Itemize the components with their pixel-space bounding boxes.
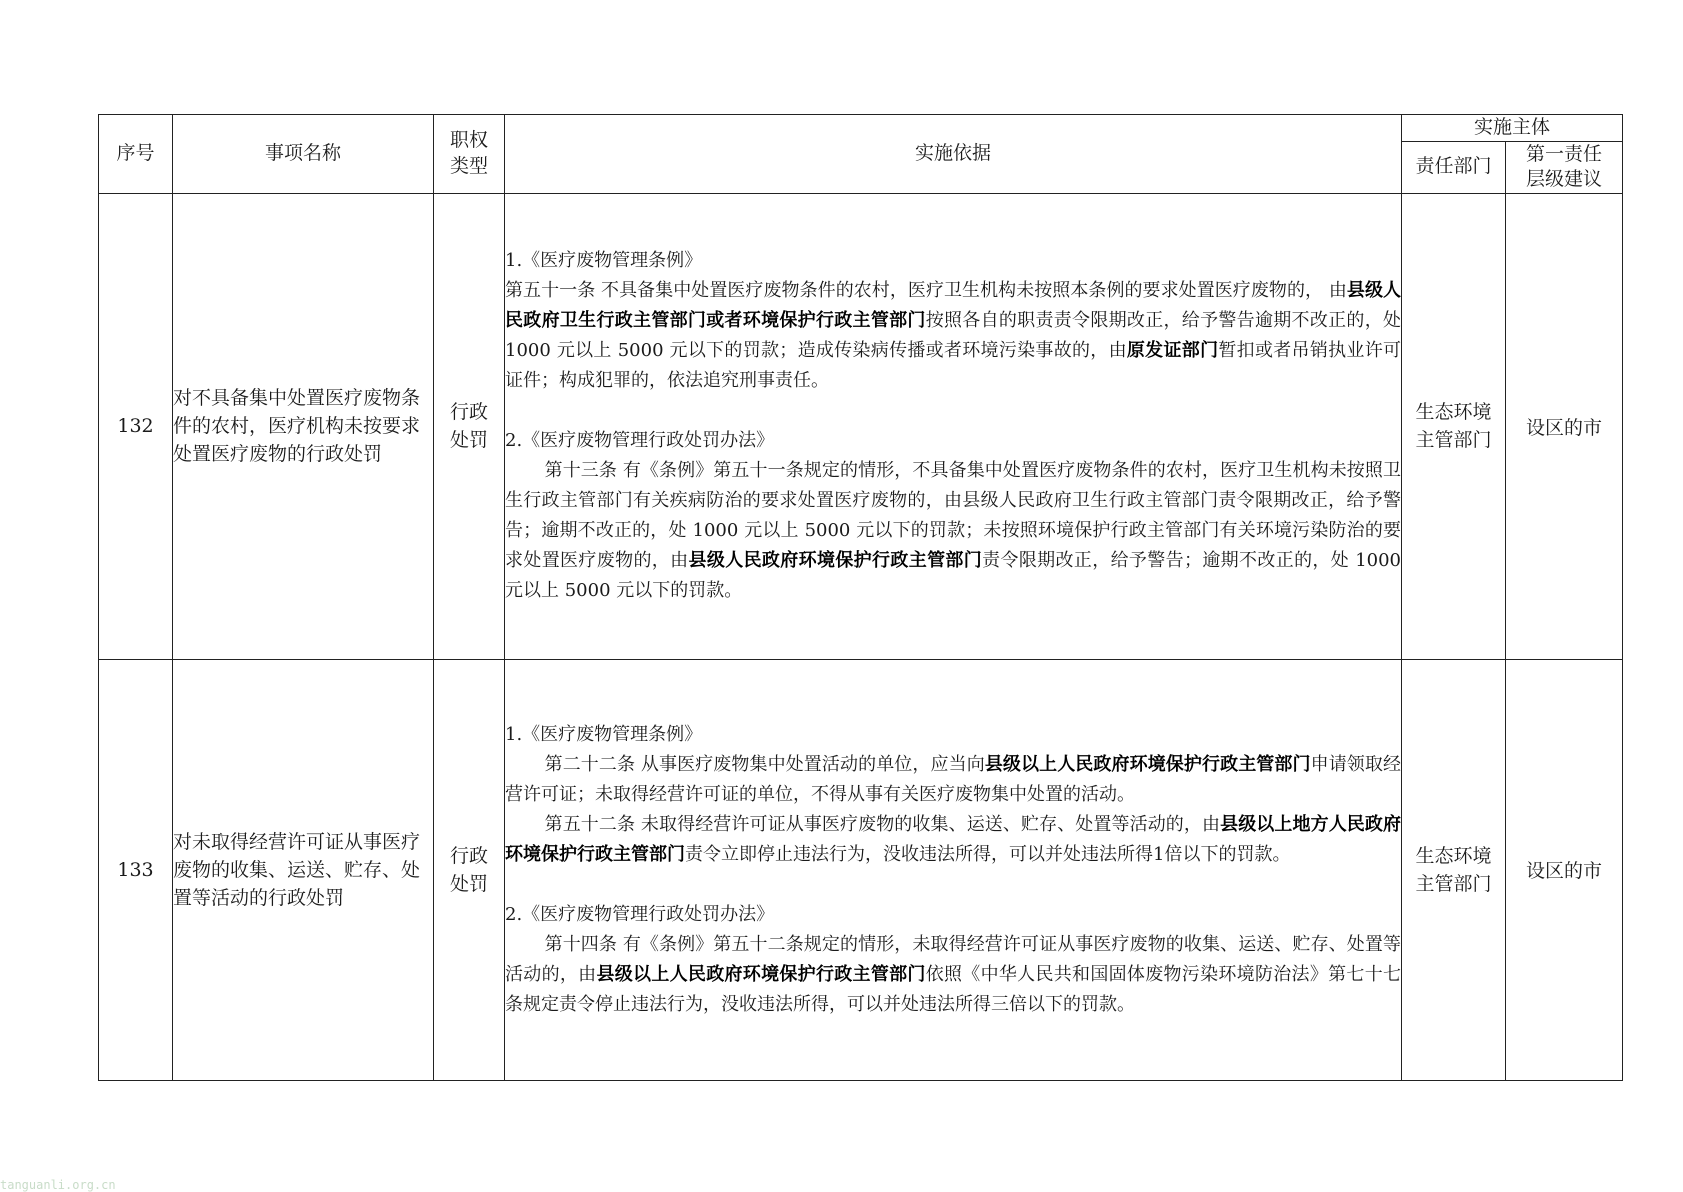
- item-name: 对不具备集中处置医疗废物条件的农村，医疗机构未按要求处置医疗废物的行政处罚: [173, 193, 434, 659]
- basis-text-span: 申请领取经营许可证；未取得经营许可证的单位，不得从事有关医疗废物集中处置的活动。: [505, 753, 1402, 805]
- responsible-dept: 生态环境 主管部门: [1402, 659, 1506, 1080]
- table-row: [99, 659, 1623, 1080]
- basis-title: 1.《医疗废物管理条例》: [505, 723, 703, 745]
- responsibility-level: 设区的市: [1506, 659, 1623, 1080]
- basis-title: 1.《医疗废物管理条例》: [505, 250, 703, 272]
- basis-paragraph: [505, 810, 1401, 870]
- basis-title: 2.《医疗废物管理行政处罚办法》: [505, 903, 775, 925]
- header-seq: 序号: [99, 115, 173, 194]
- responsible-dept: 生态环境 主管部门: [1402, 193, 1506, 659]
- header-power-type: 职权 类型: [434, 115, 505, 194]
- basis-text-span: 依照《中华人民共和国固体废物污染环境防治法》第七十七条规定责令停止违法行为，没收违法所得，可以并处违法所得三倍以下的罚款。: [505, 963, 1402, 1015]
- item-name: 对未取得经营许可证从事医疗废物的收集、运送、贮存、处置等活动的行政处罚: [173, 659, 434, 1080]
- basis-text-span: 第十四条 有《条例》第五十二条规定的情形，未取得经营许可证从事医疗废物的收集、运送、贮存、处置等活动的，由: [505, 933, 1401, 985]
- header-level: 第一责任 层级建议: [1506, 141, 1623, 193]
- power-type: 行政 处罚: [434, 659, 505, 1080]
- row-number: 132: [99, 193, 173, 659]
- header-item-name: 事项名称: [173, 115, 434, 194]
- basis-paragraph: [505, 276, 1401, 396]
- basis-bold-span: 县级人民政府卫生行政主管部门或者环境保护行政主管部门: [505, 280, 1401, 332]
- row-number: 133: [99, 659, 173, 1080]
- basis-text: [505, 659, 1402, 1080]
- table-row: [99, 193, 1623, 659]
- basis-bold-span: 县级人民政府环境保护行政主管部门: [688, 550, 983, 572]
- power-type: 行政 处罚: [434, 193, 505, 659]
- basis-text-span: 责令立即停止违法行为，没收违法所得，可以并处违法所得1倍以下的罚款。: [685, 843, 1291, 865]
- basis-bold-span: 县级以上人民政府环境保护行政主管部门: [984, 753, 1311, 775]
- basis-bold-span: 原发证部门: [1126, 340, 1219, 362]
- basis-paragraph: [505, 750, 1401, 810]
- basis-text-span: 第五十一条 不具备集中处置医疗废物条件的农村，医疗卫生机构未按照本条例的要求处置医疗废物的， 由: [505, 280, 1347, 302]
- header-dept: 责任部门: [1402, 141, 1506, 193]
- basis-bold-span: 县级以上人民政府环境保护行政主管部门: [596, 963, 926, 985]
- watermark-text: tanguanli.org.cn: [0, 1178, 116, 1192]
- basis-title: 2.《医疗废物管理行政处罚办法》: [505, 430, 775, 452]
- basis-text-span: 第二十二条 从事医疗废物集中处置活动的单位，应当向: [544, 753, 985, 775]
- header-basis: 实施依据: [505, 115, 1402, 194]
- header-subject: 实施主体: [1402, 115, 1623, 142]
- basis-paragraph: [505, 456, 1401, 606]
- basis-text-span: 第五十二条 未取得经营许可证从事医疗废物的收集、运送、贮存、处置等活动的，由: [544, 813, 1221, 835]
- enforcement-table: [98, 114, 1623, 1081]
- basis-text-span: 第十三条 有《条例》第五十一条规定的情形，不具备集中处置医疗废物条件的农村，医疗卫生机构未按照卫生行政主管部门有关疾病防治的要求处置医疗废物的，由县级人民政府卫生行政主管部门责令限期改正，给予警告；逾期不改正的，处 1000 元以上 5000 元以下的罚款；未按照环境保护行政主管部门有关环境污染防治的要求处置医疗废物的，由: [505, 460, 1401, 572]
- responsibility-level: 设区的市: [1506, 193, 1623, 659]
- basis-paragraph: [505, 930, 1401, 1020]
- basis-text-span: 按照各自的职责责令限期改正，给予警告逾期不改正的，处 1000 元以上 5000 元以下的罚款；造成传染病传播或者环境污染事故的，由: [505, 310, 1402, 362]
- basis-bold-span: 县级以上地方人民政府环境保护行政主管部门: [505, 813, 1402, 865]
- basis-text-span: 暂扣或者吊销执业许可证件；构成犯罪的，依法追究刑事责任。: [505, 340, 1402, 392]
- basis-text: [505, 193, 1402, 659]
- basis-text-span: 责令限期改正，给予警告；逾期不改正的，处 1000 元以上 5000 元以下的罚款。: [505, 550, 1402, 602]
- header-row-1: [99, 115, 1623, 142]
